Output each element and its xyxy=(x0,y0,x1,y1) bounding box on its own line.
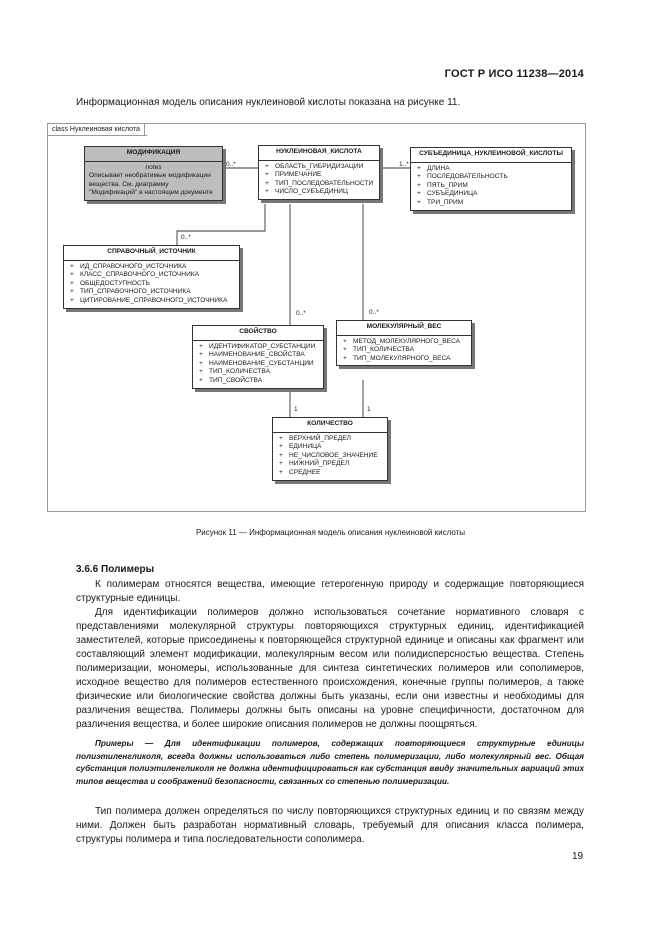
class-property-attributes xyxy=(193,341,323,388)
multiplicity-subunit: 1..* xyxy=(399,161,409,168)
class-molecular-weight-attributes xyxy=(337,336,471,366)
class-reference-source-name: СПРАВОЧНЫЙ_ИСТОЧНИК xyxy=(64,246,239,261)
attribute: + НИЖНИЙ_ПРЕДЕЛ xyxy=(279,460,350,468)
document-code: ГОСТ Р ИСО 11238—2014 xyxy=(444,68,584,80)
attribute: + ПОСЛЕДОВАТЕЛЬНОСТЬ xyxy=(417,173,508,181)
attribute: + ВЕРХНИЙ_ПРЕДЕЛ xyxy=(279,434,351,442)
section-title: 3.6.6 Полимеры xyxy=(76,564,155,575)
attribute: + ОБЛАСТЬ_ГИБРИДИЗАЦИИ xyxy=(265,162,364,170)
example-note: Примеры — Для идентификации полимеров, содержащих повторяющиеся структурные единицы полиэтиленгликоля, всегда должны использоваться либо степень полимеризации, либо молекулярный вес. Общая субстанция полиэтиленгликоля не должна идентифицироваться как субстанция ввиду значительных вариаций этих типов вещества и соображений безопасности, связанных со степенью полимеризации. xyxy=(76,739,584,786)
multiplicity-amount-mw: 1 xyxy=(367,406,371,413)
attribute: + МЕТОД_МОЛЕКУЛЯРНОГО_ВЕСА xyxy=(343,337,461,345)
figure-caption: Рисунок 11 — Информационная модель описания нуклеиновой кислоты xyxy=(195,528,466,537)
page-number: 19 xyxy=(572,851,584,862)
attribute: + НАИМЕНОВАНИЕ_СУБСТАНЦИИ xyxy=(199,359,314,367)
attribute: + ПРИМЕЧАНИЕ xyxy=(265,171,322,179)
attribute: + ТРИ_ПРИМ xyxy=(417,198,464,206)
attribute: + ПЯТЬ_ПРИМ xyxy=(417,181,468,189)
class-nucleic-acid-attributes xyxy=(259,161,379,199)
class-property-name: СВОЙСТВО xyxy=(193,326,323,341)
attribute: + ЦИТИРОВАНИЕ_СПРАВОЧНОГО_ИСТОЧНИКА xyxy=(70,296,228,304)
attribute: + СРЕДНЕЕ xyxy=(279,468,321,476)
diagram-frame-label: class Нуклеиновая кислота xyxy=(48,124,145,136)
class-molecular-weight-name: МОЛЕКУЛЯРНЫЙ_ВЕС xyxy=(337,321,471,336)
paragraph: Для идентификации полимеров должно использоваться сочетание нормативного словаря с представлениями молекулярной структуры повторяющихся структурных единиц, идентификацией заместителей, которые присоединены к повторяющейся структурной единице и описаны как фрагмент или составляющий элемент модификации, молекулярным весом или полидисперсностью вещества. Степень полимеризации, мономеры, использованные для синтеза синтетических полимеров или сополимеров, исходное вещество для полимеров естественного происхождения, конечные группы полимеров, а также физические или биологические свойства должны быть указаны, если они известны и необходимы для различения вещества. Полимеры должны быть описаны на уровне специфичности, достаточном для различения вещества, и более широкие описания полимеров не должны поощряться. xyxy=(76,607,584,730)
multiplicity-modification: 0..* xyxy=(226,161,236,168)
class-modification xyxy=(84,146,223,201)
attribute: + ЧИСЛО_СУБЪЕДИНИЦ xyxy=(265,188,348,196)
multiplicity-property: 0..* xyxy=(296,310,306,317)
class-subunit xyxy=(410,147,572,211)
attribute: + ИДЕНТИФИКАТОР_СУБСТАНЦИИ xyxy=(199,342,316,350)
class-nucleic-acid xyxy=(258,145,380,200)
multiplicity-amount-property: 1 xyxy=(294,406,298,413)
class-amount xyxy=(272,417,388,481)
attribute: + ТИП_СПРАВОЧНОГО_ИСТОЧНИКА xyxy=(70,288,191,296)
class-subunit-name: СУБЪЕДИНИЦА_НУКЛЕИНОВОЙ_КИСЛОТЫ xyxy=(411,148,571,163)
attribute: + НАИМЕНОВАНИЕ_СВОЙСТВА xyxy=(199,351,305,359)
attribute: + ЕДИНИЦА xyxy=(279,443,322,451)
multiplicity-reference-source: 0..* xyxy=(181,234,191,241)
intro-text: Информационная модель описания нуклеиновой кислоты показана на рисунке 11. xyxy=(76,97,461,108)
attribute: + ИД_СПРАВОЧНОГО_ИСТОЧНИКА xyxy=(70,262,187,270)
class-molecular-weight xyxy=(336,320,472,366)
attribute: + КЛАСС_СПРАВОЧНОГО_ИСТОЧНИКА xyxy=(70,271,200,279)
class-amount-name: КОЛИЧЕСТВО xyxy=(273,418,387,433)
class-amount-attributes xyxy=(273,433,387,480)
attribute: + СУБЪЕДИНИЦА xyxy=(417,190,478,198)
notes-text: Описывает необратимые модификации вещества. См. диаграмму "Модификаций" в настоящем документе xyxy=(89,172,213,197)
attribute: + ДЛИНА xyxy=(417,164,450,172)
attribute: + ТИП_КОЛИЧЕСТВА xyxy=(343,346,415,354)
class-modification-name: МОДИФИКАЦИЯ xyxy=(85,147,222,162)
paragraph: Тип полимера должен определяться по числу повторяющихся структурных единиц и по связям между ними. Должен быть разработан нормативный словарь, требуемый для описания класса полимера, структуры полимера и типа последовательности сополимера. xyxy=(76,806,584,845)
class-subunit-attributes xyxy=(411,163,571,210)
class-reference-source-attributes xyxy=(64,261,239,308)
attribute: + ТИП_СВОЙСТВА xyxy=(199,376,263,384)
attribute: + ТИП_КОЛИЧЕСТВА xyxy=(199,368,271,376)
attribute: + НЕ_ЧИСЛОВОЕ_ЗНАЧЕНИЕ xyxy=(279,451,378,459)
attribute: + ОБЩЕДОСТУПНОСТЬ xyxy=(70,279,150,287)
attribute: + ТИП_ПОСЛЕДОВАТЕЛЬНОСТИ xyxy=(265,179,374,187)
notes-title: notes xyxy=(145,163,162,171)
class-property xyxy=(192,325,324,389)
paragraph: К полимерам относятся вещества, имеющие гетерогенную природу и содержащие повторяющиеся структурные единицы. xyxy=(76,579,584,604)
class-modification-notes xyxy=(85,162,222,200)
multiplicity-molecular-weight: 0..* xyxy=(369,309,379,316)
attribute: + ТИП_МОЛЕКУЛЯРНОГО_ВЕСА xyxy=(343,354,451,362)
class-reference-source xyxy=(63,245,240,309)
class-nucleic-acid-name: НУКЛЕИНОВАЯ_КИСЛОТА xyxy=(259,146,379,161)
